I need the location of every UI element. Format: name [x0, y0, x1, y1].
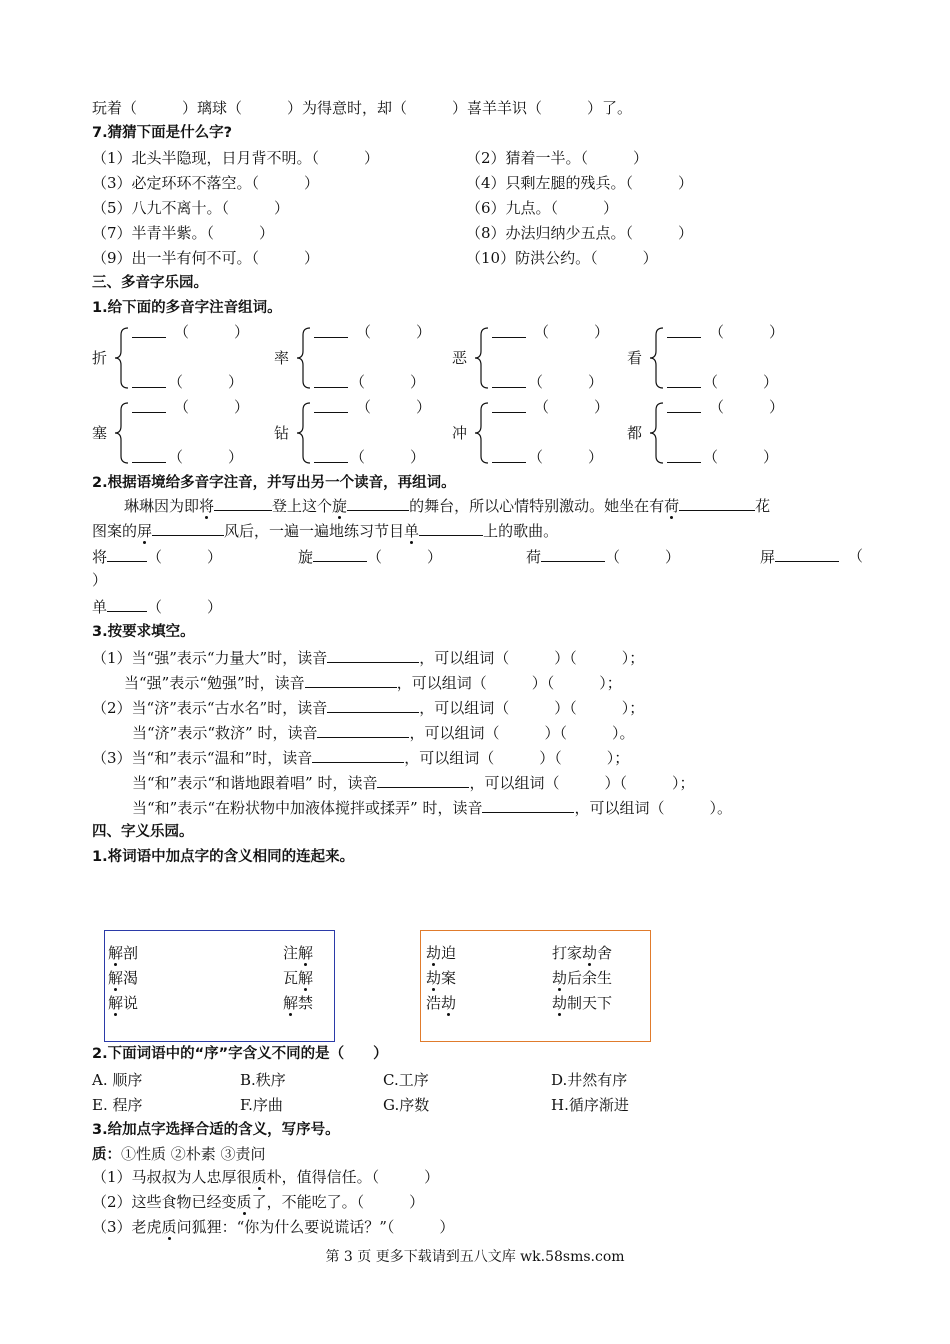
q7-item-3: （3）必定环环不落空。（ ） [92, 174, 320, 192]
passage-line-2 [92, 520, 558, 540]
item-text: （3）老虎 [92, 1218, 162, 1236]
polyphone-group [92, 322, 262, 394]
match-word[interactable] [426, 993, 456, 1013]
paren: （ ） [356, 398, 432, 416]
q7-item-2: （2）猜着一半。（ ） [466, 149, 649, 167]
brace-icon [474, 402, 490, 464]
pinyin-blank[interactable] [667, 447, 701, 463]
polyphone-char: 恶 [452, 349, 468, 367]
q3-text: （1）当“强”表示“力量大”时，读音 [92, 649, 328, 667]
paren: （ ） [703, 373, 779, 391]
polyphone-group [274, 397, 444, 469]
polyphone-group [274, 322, 444, 394]
blank[interactable] [214, 495, 272, 511]
brace-icon [296, 402, 312, 464]
word-part: 后余生 [567, 969, 613, 987]
q3-text: ，可以组词（ ）（ ）； [396, 674, 622, 692]
paren: （ ） [528, 448, 604, 466]
dotted-char: 将 [199, 497, 215, 515]
q7-item-4: （4）只剩左腿的残兵。（ ） [466, 174, 694, 192]
pinyin-blank[interactable] [492, 322, 526, 338]
section-4-title: 四、字义乐园。 [92, 824, 194, 840]
answer-char: 旋 [298, 548, 314, 566]
passage-text: 琳琳因为即 [124, 497, 200, 515]
q3-text: 当“强”表示“勉强”时，读音 [124, 674, 305, 692]
word-part: 说 [123, 994, 139, 1012]
dotted-char: 解 [298, 969, 314, 987]
polyphone-char: 塞 [92, 424, 108, 442]
pinyin-blank[interactable] [132, 397, 166, 413]
word-part: 渴 [123, 969, 139, 987]
item-text: 朴，值得信任。（ ） [266, 1168, 440, 1186]
word-part: 舍 [597, 944, 613, 962]
pinyin-blank[interactable] [314, 372, 348, 388]
pinyin-blank[interactable] [667, 372, 701, 388]
q3-item-1 [92, 1167, 439, 1187]
q7-item-7: （7）半青半紫。（ ） [92, 224, 275, 242]
match-word[interactable] [283, 968, 313, 988]
match-word[interactable] [108, 943, 138, 963]
paren: （ ） [350, 448, 426, 466]
meaning-options: ①性质 ②朴素 ③责问 [121, 1145, 266, 1163]
option-e[interactable]: E. 程序 [92, 1096, 143, 1114]
passage-text: 的舞台，所以心情特别激动。她坐在有 [409, 497, 665, 515]
option-d[interactable]: D.井然有序 [551, 1071, 628, 1089]
blank[interactable] [312, 747, 404, 763]
answer-xuan [298, 546, 442, 566]
brace-icon [114, 402, 130, 464]
q3-line-3 [92, 697, 644, 717]
q3-item-3 [92, 1217, 454, 1237]
blank[interactable] [313, 546, 367, 562]
sec3-q3-title: 3.按要求填空。 [92, 624, 195, 640]
paren-left: （ [848, 547, 864, 565]
paren: （ ） [709, 398, 785, 416]
pinyin-blank[interactable] [314, 397, 348, 413]
blank[interactable] [107, 546, 147, 562]
dotted-char: 荷 [664, 497, 680, 515]
answer-he [526, 546, 680, 566]
polyphone-group [92, 397, 262, 469]
pinyin-blank[interactable] [492, 397, 526, 413]
paren: （ ） [147, 598, 223, 616]
sec4-q2-title: 2.下面词语中的“序”字含义不同的是（ ） [92, 1046, 388, 1062]
q3-line-4 [132, 722, 634, 742]
q3-text: （3）当“和”表示“温和”时，读音 [92, 749, 313, 767]
option-c[interactable]: C.工序 [383, 1071, 429, 1089]
blank[interactable] [327, 697, 419, 713]
match-word[interactable] [108, 968, 138, 988]
match-word[interactable] [426, 968, 456, 988]
word-part: 注 [283, 944, 299, 962]
dotted-char: 劫 [426, 944, 442, 962]
paren: （ ） [534, 398, 610, 416]
q3-meanings [92, 1144, 266, 1164]
q3-text: 当“和”表示“在粉状物中加液体搅拌或揉弄” 时，读音 [132, 799, 483, 817]
paren: （ ） [350, 373, 426, 391]
answer-jiang [92, 546, 222, 566]
blank[interactable] [305, 672, 397, 688]
item-text: （2）这些食物已经变 [92, 1193, 237, 1211]
paren: （ ） [528, 373, 604, 391]
match-word[interactable] [108, 993, 138, 1013]
q7-title: 7.猜猜下面是什么字? [92, 125, 233, 141]
paren: （ ） [703, 448, 779, 466]
polyphone-char: 钻 [274, 424, 290, 442]
option-f[interactable]: F.序曲 [240, 1096, 283, 1114]
dotted-char: 解 [108, 994, 124, 1012]
sec3-q2-title: 2.根据语境给多音字注音，并写出另一个读音，再组词。 [92, 475, 456, 491]
pinyin-blank[interactable] [314, 447, 348, 463]
dotted-char: 解 [283, 994, 299, 1012]
q3-text: ，可以组词（ ）（ ）。 [409, 724, 635, 742]
q7-item-1: （1）北头半隐现，日月背不明。（ ） [92, 149, 380, 167]
option-b[interactable]: B.秩序 [240, 1071, 286, 1089]
sec4-q1-title: 1.将词语中加点字的含义相同的连起来。 [92, 849, 355, 865]
page-footer: 第 3 页 更多下载请到五八文库 wk.58sms.com [325, 1249, 625, 1265]
option-g[interactable]: G.序数 [383, 1096, 430, 1114]
polyphone-char: 折 [92, 349, 108, 367]
blank[interactable] [419, 520, 483, 536]
item-text: 问狐狸：“你为什么要说谎话？”（ ） [176, 1218, 455, 1236]
q3-text: ，可以组词（ ）（ ）； [419, 699, 645, 717]
dotted-char: 劫 [582, 944, 598, 962]
q3-text: ，可以组词（ ）。 [574, 799, 732, 817]
word-part: 迫 [441, 944, 457, 962]
q3-line-6 [132, 772, 694, 792]
paren: （ ） [168, 373, 244, 391]
blank[interactable] [107, 596, 147, 612]
q3-line-2 [124, 672, 622, 692]
dotted-char: 质 [251, 1168, 267, 1186]
q3-text: ，可以组词（ ）（ ）； [404, 749, 630, 767]
word-part: 案 [441, 969, 457, 987]
paren: （ ） [605, 548, 681, 566]
match-word[interactable] [552, 943, 612, 963]
polyphone-char: 率 [274, 349, 290, 367]
sec4-q3-title: 3.给加点字选择合适的含义，写序号。 [92, 1122, 340, 1138]
pinyin-blank[interactable] [667, 397, 701, 413]
q7-item-5: （5）八九不离十。（ ） [92, 199, 290, 217]
blank[interactable] [347, 495, 409, 511]
dotted-char: 劫 [552, 994, 568, 1012]
word-part: 浩 [426, 994, 442, 1012]
pinyin-blank[interactable] [492, 447, 526, 463]
passage-text: 风后，一遍一遍地练习节目 [224, 522, 405, 540]
paren: （ ） [367, 548, 443, 566]
pinyin-blank[interactable] [132, 447, 166, 463]
dotted-char: 旋 [332, 497, 348, 515]
passage-text: 上的歌曲。 [483, 522, 559, 540]
passage-text: 登上这个 [272, 497, 333, 515]
q7-item-9: （9）出一半有何不可。（ ） [92, 249, 320, 267]
passage-text: 花 [755, 497, 771, 515]
passage-text: 图案的 [92, 522, 138, 540]
polyphone-group [627, 322, 797, 394]
dotted-char: 质 [161, 1218, 177, 1236]
answer-dan [92, 596, 222, 616]
dotted-char: 劫 [552, 969, 568, 987]
blank[interactable] [482, 797, 574, 813]
sec3-q1-title: 1.给下面的多音字注音组词。 [92, 300, 282, 316]
q3-line-7 [132, 797, 732, 817]
q3-line-5 [92, 747, 629, 767]
polyphone-group [627, 397, 797, 469]
dotted-char: 单 [404, 522, 420, 540]
brace-icon [649, 327, 665, 389]
paren: （ ） [174, 398, 250, 416]
match-word[interactable] [552, 968, 612, 988]
word-part: 打家 [552, 944, 583, 962]
dotted-char: 解 [108, 944, 124, 962]
answer-char: 屏 [760, 548, 776, 566]
answer-char: 荷 [526, 548, 542, 566]
q3-text: 当“和”表示“和谐地跟着唱” 时，读音 [132, 774, 378, 792]
pinyin-blank[interactable] [132, 322, 166, 338]
polyphone-char: 看 [627, 349, 643, 367]
blank[interactable] [775, 546, 839, 562]
q3-item-2 [92, 1192, 424, 1212]
top-line: 玩着（ ）璃球（ ）为得意时，却（ ）喜羊羊识（ ）了。 [92, 99, 633, 117]
word-part: 瓦 [283, 969, 299, 987]
match-word[interactable] [426, 943, 456, 963]
answer-char: 将 [92, 548, 108, 566]
q7-item-6: （6）九点。（ ） [466, 199, 619, 217]
paren-right: ） [92, 571, 108, 589]
pinyin-blank[interactable] [132, 372, 166, 388]
match-word[interactable] [552, 993, 612, 1013]
brace-icon [649, 402, 665, 464]
item-text: （1）马叔叔为人忠厚很 [92, 1168, 252, 1186]
option-h[interactable]: H.循序渐进 [551, 1096, 629, 1114]
paren: （ ） [174, 323, 250, 341]
dotted-char: 质 [236, 1193, 252, 1211]
pinyin-blank[interactable] [492, 372, 526, 388]
meaning-label: 质： [92, 1147, 121, 1163]
brace-icon [114, 327, 130, 389]
polyphone-char: 冲 [452, 424, 468, 442]
dotted-char: 劫 [426, 969, 442, 987]
blank[interactable] [152, 520, 224, 536]
option-a[interactable]: A. 顺序 [92, 1071, 143, 1089]
match-word[interactable] [283, 993, 313, 1013]
blank[interactable] [327, 647, 419, 663]
blank[interactable] [377, 772, 469, 788]
blank[interactable] [317, 722, 409, 738]
item-text: 了，不能吃了。（ ） [251, 1193, 425, 1211]
brace-icon [296, 327, 312, 389]
q7-item-10: （10）防洪公约。（ ） [466, 249, 658, 267]
q3-text: （2）当“济”表示“古水名”时，读音 [92, 699, 328, 717]
answer-char: 单 [92, 598, 108, 616]
paren: （ ） [147, 548, 223, 566]
word-part: 剖 [123, 944, 139, 962]
q7-item-8: （8）办法归纳少五点。（ ） [466, 224, 694, 242]
dotted-char: 劫 [441, 994, 457, 1012]
q3-text: ，可以组词（ ）（ ）； [419, 649, 645, 667]
polyphone-char: 都 [627, 424, 643, 442]
pinyin-blank[interactable] [314, 322, 348, 338]
q3-text: 当“济”表示“救济” 时，读音 [132, 724, 318, 742]
brace-icon [474, 327, 490, 389]
blank[interactable] [541, 546, 605, 562]
section-3-title: 三、多音字乐园。 [92, 275, 208, 291]
paren: （ ） [168, 448, 244, 466]
paren: （ ） [356, 323, 432, 341]
paren: （ ） [534, 323, 610, 341]
answer-ping [760, 546, 864, 566]
dotted-char: 解 [298, 944, 314, 962]
dotted-char: 解 [108, 969, 124, 987]
q3-text: ，可以组词（ ）（ ）； [469, 774, 695, 792]
dotted-char: 屏 [137, 522, 153, 540]
word-part: 制天下 [567, 994, 613, 1012]
word-part: 禁 [298, 994, 314, 1012]
passage-line-1 [124, 495, 770, 515]
paren: （ ） [709, 323, 785, 341]
blank[interactable] [679, 495, 755, 511]
pinyin-blank[interactable] [667, 322, 701, 338]
match-word[interactable] [283, 943, 313, 963]
q3-line-1 [92, 647, 644, 667]
polyphone-group [452, 322, 622, 394]
polyphone-group [452, 397, 622, 469]
